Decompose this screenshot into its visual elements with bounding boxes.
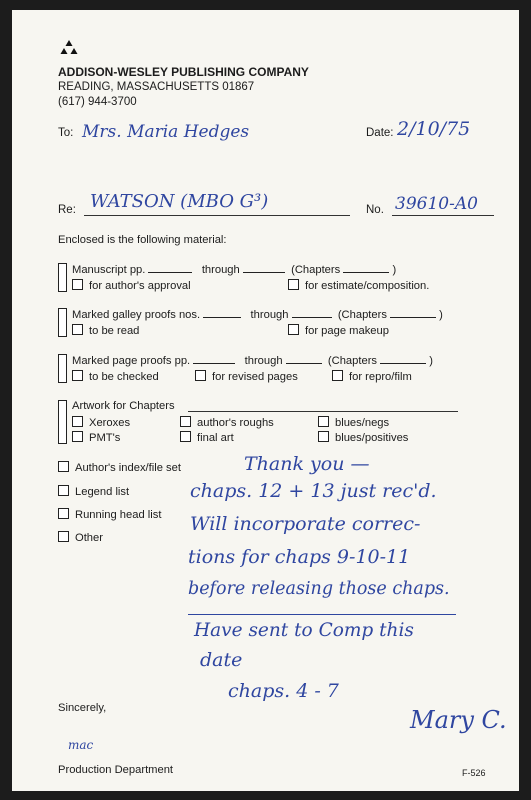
artwork-opt6[interactable] [318, 431, 408, 444]
page-proofs-chapters: (Chapters [327, 355, 378, 367]
option-label: for repro/film [349, 371, 412, 383]
checkbox[interactable] [318, 416, 329, 427]
manuscript-through-field[interactable] [243, 272, 285, 273]
option-label: blues/negs [335, 417, 390, 429]
manuscript-close: ) [392, 264, 397, 276]
signature: Mary C. [410, 706, 507, 734]
running-head-option[interactable] [58, 508, 161, 521]
artwork-opt2[interactable] [180, 416, 274, 429]
checkbox[interactable] [180, 431, 191, 442]
memo-form [12, 10, 519, 791]
checkbox[interactable] [180, 416, 191, 427]
option-label: Running head list [75, 509, 162, 521]
checkbox[interactable] [58, 508, 69, 519]
page-proofs-chapters-field[interactable] [380, 363, 426, 364]
company-phone: (617) 944-3700 [58, 96, 137, 108]
checkbox[interactable] [288, 279, 299, 290]
artwork-opt3[interactable] [318, 416, 389, 429]
note-line-1: Thank you — [244, 453, 370, 475]
galley-label: Marked galley proofs nos. [72, 309, 201, 321]
manuscript-label: Manuscript pp. [72, 264, 146, 276]
page-proofs-label: Marked page proofs pp. [72, 355, 191, 367]
checkbox[interactable] [72, 416, 83, 427]
checkbox[interactable] [58, 531, 69, 542]
galley-row [72, 309, 443, 321]
manuscript-chapters: (Chapters [291, 264, 341, 276]
checkbox[interactable] [72, 324, 83, 335]
checkbox[interactable] [318, 431, 329, 442]
page-proofs-through: through [244, 355, 283, 367]
page-proofs-close: ) [429, 355, 433, 367]
galley-opt2[interactable] [288, 324, 389, 337]
company-address: READING, MASSACHUSETTS 01867 [58, 81, 255, 93]
checkbox[interactable] [195, 370, 206, 381]
closing: Sincerely, [58, 702, 107, 714]
option-label: for revised pages [212, 371, 298, 383]
manuscript-opt2[interactable] [288, 279, 429, 292]
manuscript-bracket [58, 263, 67, 292]
page-proofs-opt3[interactable] [332, 370, 412, 383]
option-label: Legend list [75, 486, 130, 498]
legend-list-option[interactable] [58, 485, 129, 498]
note-line-4: tions for chaps 9-10-11 [188, 546, 411, 568]
checkbox[interactable] [72, 431, 83, 442]
option-label: author's roughs [197, 417, 274, 429]
checkbox[interactable] [72, 279, 83, 290]
production-department: Production Department [58, 764, 174, 776]
option-label: for author's approval [89, 280, 191, 292]
to-label: To: [58, 127, 74, 139]
option-label: Author's index/file set [75, 462, 181, 474]
no-label: No. [366, 204, 384, 216]
page-proofs-opt1[interactable] [72, 370, 159, 383]
artwork-opt4[interactable] [72, 431, 120, 444]
enclosed-label: Enclosed is the following material: [58, 234, 227, 246]
galley-close: ) [439, 309, 443, 321]
option-label: to be checked [89, 371, 159, 383]
date-value: 2/10/75 [397, 118, 471, 140]
option-label: for estimate/composition. [305, 280, 430, 292]
option-label: for page makeup [305, 325, 389, 337]
manuscript-chapters-field[interactable] [343, 272, 389, 273]
option-label: to be read [89, 325, 140, 337]
galley-opt1[interactable] [72, 324, 139, 337]
artwork-label: Artwork for Chapters [72, 400, 175, 412]
galley-through: through [250, 309, 289, 321]
form-number: F-526 [462, 768, 486, 778]
option-label: PMT's [89, 432, 121, 444]
option-label: Xeroxes [89, 417, 131, 429]
initials: mac [68, 738, 94, 752]
company-logo-icon [58, 40, 80, 58]
note-line-8: chaps. 4 - 7 [228, 680, 339, 702]
option-label: Other [75, 532, 103, 544]
page-proofs-opt2[interactable] [195, 370, 298, 383]
re-label: Re: [58, 204, 76, 216]
company-name: ADDISON-WESLEY PUBLISHING COMPANY [58, 65, 309, 79]
checkbox[interactable] [332, 370, 343, 381]
artwork-bracket [58, 400, 67, 444]
artwork-opt1[interactable] [72, 416, 130, 429]
to-value: Mrs. Maria Hedges [82, 122, 250, 142]
galley-bracket [58, 308, 67, 337]
re-value: WATSON (MBO G³) [90, 191, 269, 212]
page-proofs-pp-field[interactable] [193, 363, 235, 364]
author-index-option[interactable] [58, 461, 181, 474]
page-proofs-row [72, 355, 433, 367]
option-label: final art [197, 432, 234, 444]
manuscript-row [72, 264, 396, 276]
no-value: 39610-A0 [395, 194, 478, 214]
note-line-7: date [200, 649, 243, 671]
no-underline [392, 215, 494, 216]
checkbox[interactable] [72, 370, 83, 381]
note-line-5: before releasing those chaps. [188, 579, 450, 599]
manuscript-through: through [201, 264, 240, 276]
artwork-chapters-field[interactable] [188, 411, 458, 412]
note-line-3: Will incorporate correc- [190, 513, 421, 535]
galley-nos-field[interactable] [203, 317, 241, 318]
galley-through-field[interactable] [292, 317, 332, 318]
note-line-6: Have sent to Comp this [194, 620, 414, 641]
page-proofs-bracket [58, 354, 67, 383]
checkbox[interactable] [58, 485, 69, 496]
galley-chapters-field[interactable] [390, 317, 436, 318]
note-line-2: chaps. 12 + 13 just rec'd. [190, 480, 437, 502]
checkbox[interactable] [288, 324, 299, 335]
manuscript-opt1[interactable] [72, 279, 191, 292]
page-proofs-through-field[interactable] [286, 363, 322, 364]
artwork-opt5[interactable] [180, 431, 234, 444]
other-option[interactable] [58, 531, 103, 544]
date-label: Date: [366, 127, 394, 139]
checkbox[interactable] [58, 461, 69, 472]
galley-chapters: (Chapters [337, 309, 387, 321]
option-label: blues/positives [335, 432, 409, 444]
note-divider [188, 614, 456, 615]
manuscript-pp-field[interactable] [148, 272, 192, 273]
re-underline [84, 215, 350, 216]
